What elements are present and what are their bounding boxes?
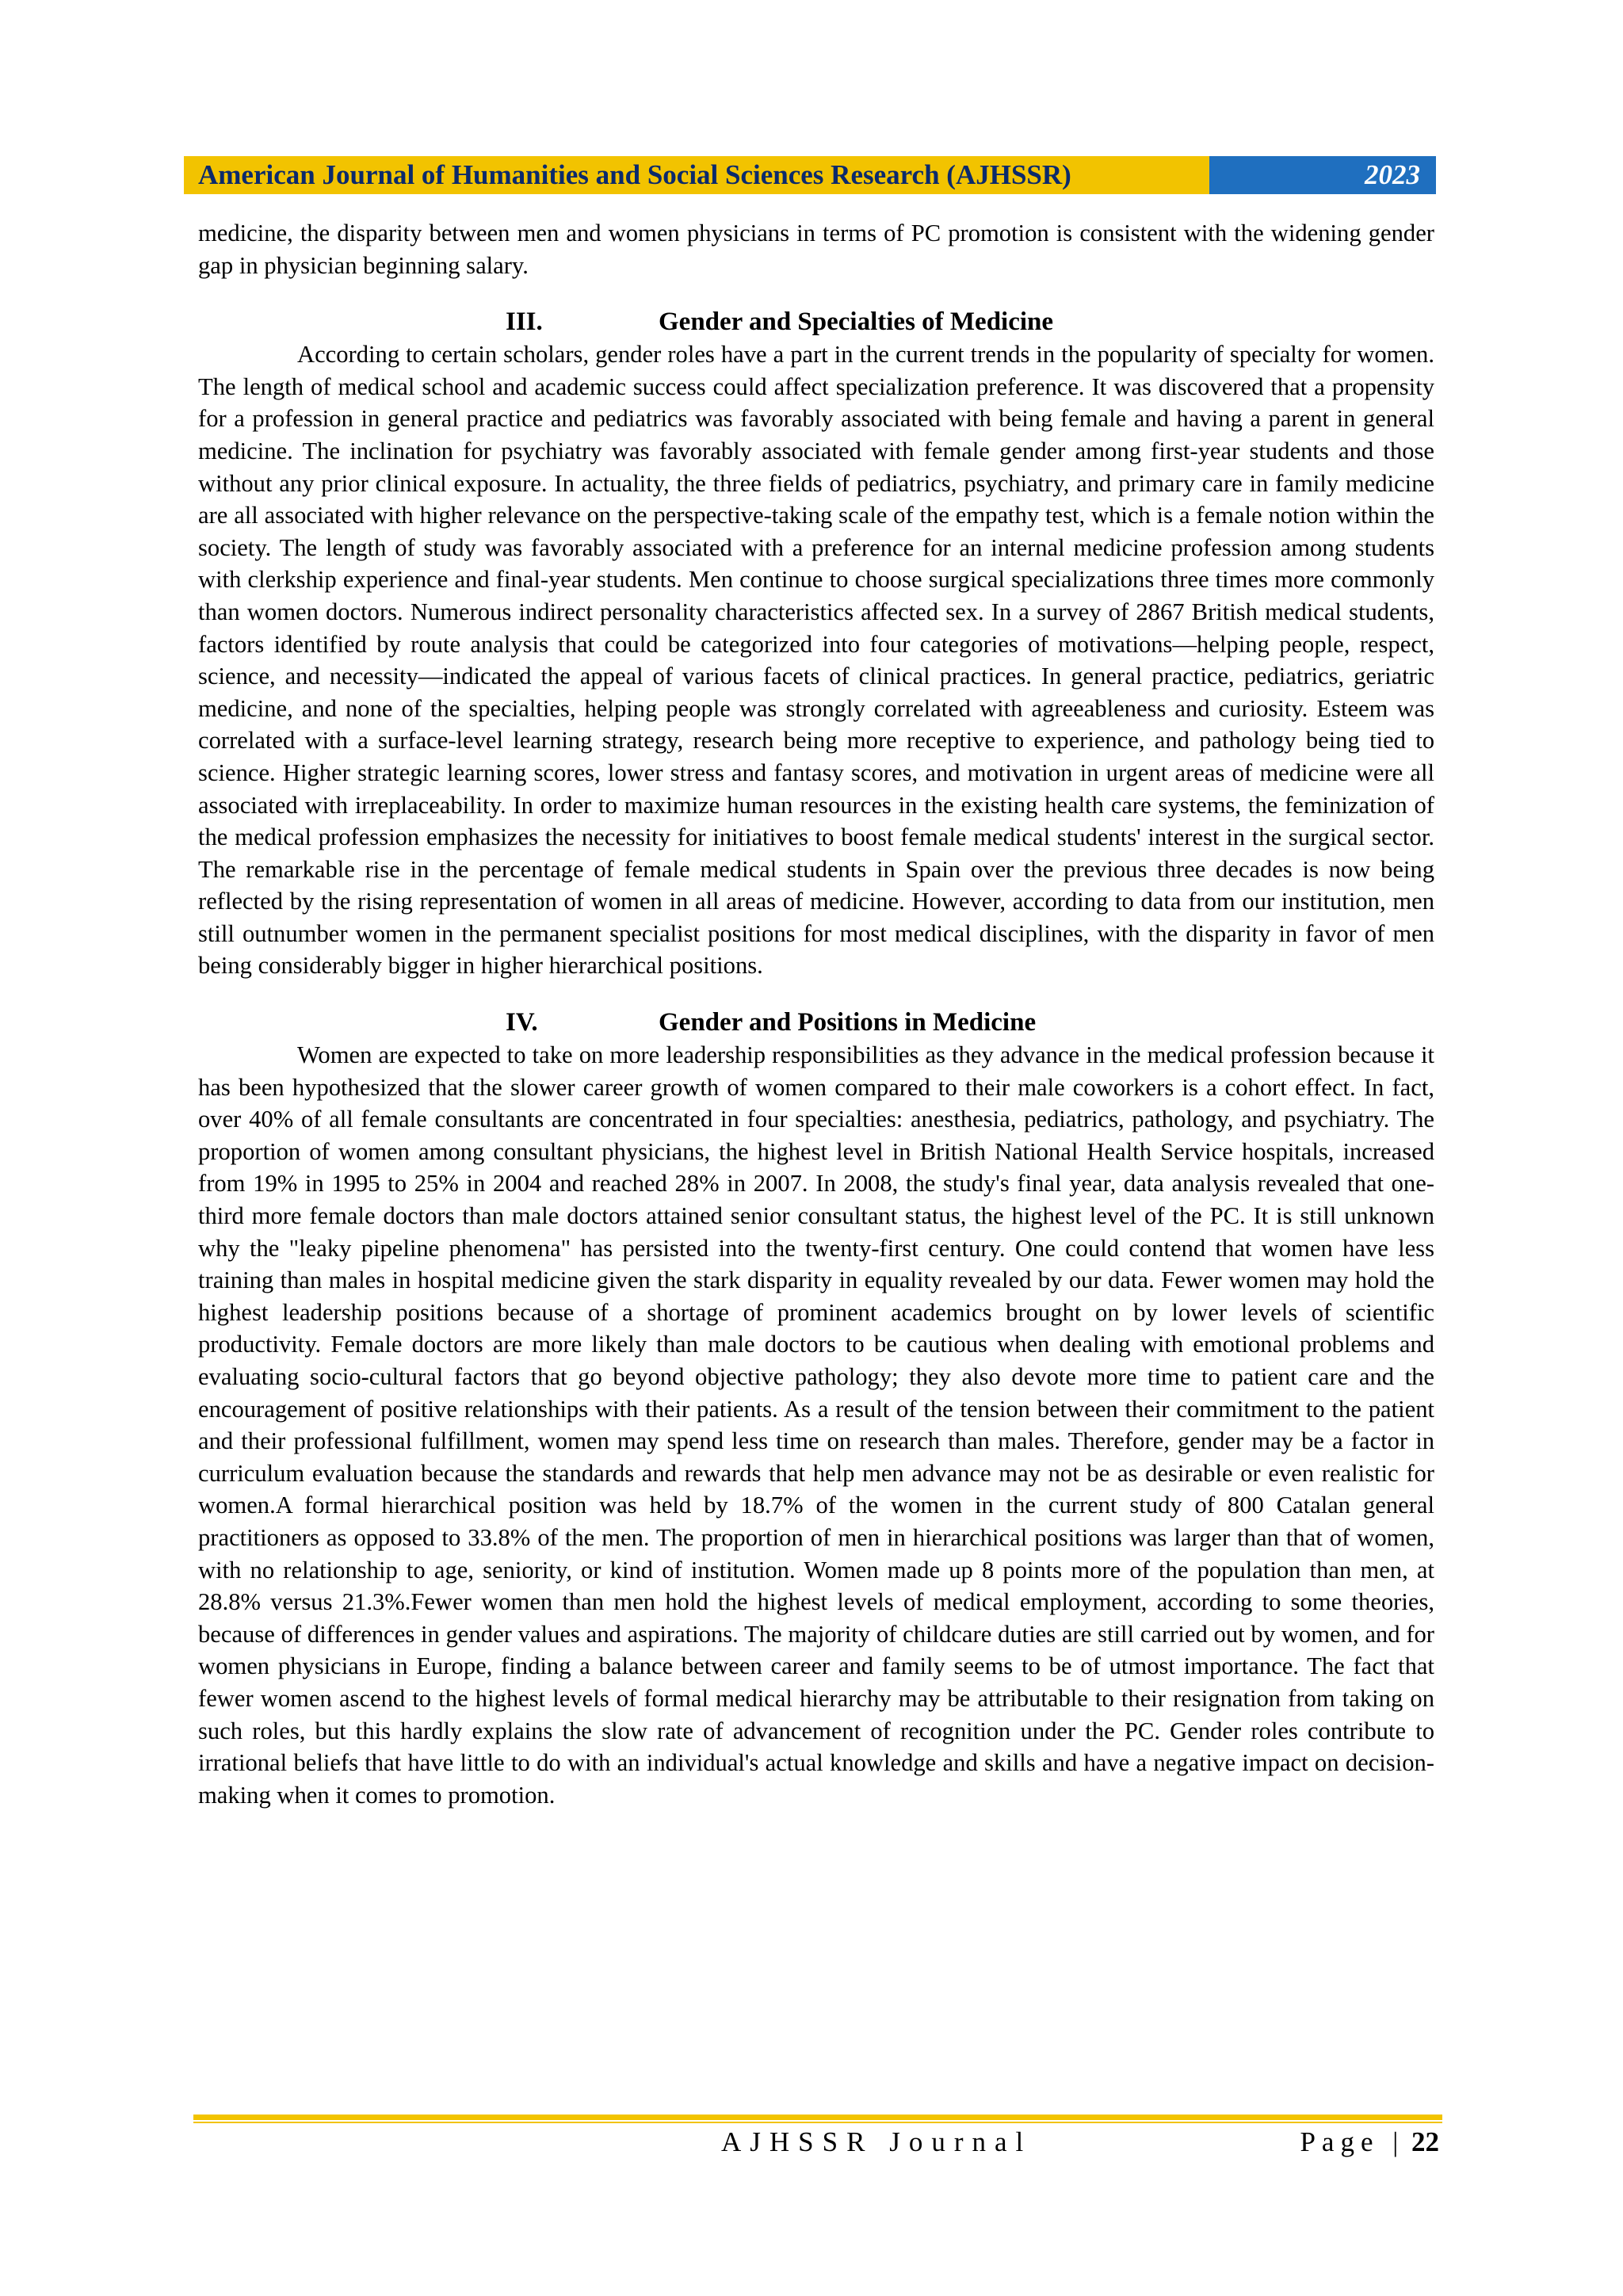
page-number: 22: [1411, 2126, 1439, 2157]
footer-page-indicator: [1300, 2126, 1439, 2158]
section-number: IV.: [506, 1008, 538, 1037]
journal-year: 2023: [1209, 156, 1436, 194]
section-heading-3: [198, 305, 1434, 338]
section-4-paragraph: Women are expected to take on more leadership responsibilities as they advance in the medical profession because it has been hypothesized that the slower career growth of women compared to their male coworkers is a cohort effect. In fact, over 40% of all female consultants are concentrated in four specialties: anesthesia, pediatrics, pathology, and psychiatry. The proportion of women among consultant physicians, the highest level in British National Health Service hospitals, increased from 19% in 1995 to 25% in 2004 and reached 28% in 2007. In 2008, the study's final year, data analysis revealed that one-third more female doctors than male doctors attained senior consultant status, the highest level of the PC. It is still unknown why the "leaky pipeline phenomena" has persisted into the twenty-first century. One could contend that women have less training than males in hospital medicine given the stark disparity in equality revealed by our data. Fewer women may hold the highest leadership positions because of a shortage of prominent academics brought on by lower levels of scientific productivity. Female doctors are more likely than male doctors to be cautious when dealing with emotional problems and evaluating socio-cultural factors that go beyond objective pathology; they also devote more time to patient care and the encouragement of positive relationships with their patients. As a result of the tension between their commitment to the patient and their professional fulfillment, women may spend less time on research than males. Therefore, gender may be a factor in curriculum evaluation because the standards and rewards that help men advance may not be as desirable or even realistic for women.A formal hierarchical position was held by 18.7% of the women in the current study of 800 Catalan general practitioners as opposed to 33.8% of the men. The proportion of men in hierarchical positions was larger than that of women, with no relationship to age, seniority, or kind of institution. Women made up 8 points more of the population than men, at 28.8% versus 21.3%.Fewer women than men hold the highest levels of medical employment, according to some theories, because of differences in gender values and aspirations. The majority of childcare duties are still carried out by women, and for women physicians in Europe, finding a balance between career and family seems to be of utmost importance. The fact that fewer women ascend to the highest levels of formal medical hierarchy may be attributable to their resignation from taking on such roles, but this hardly explains the slow rate of advancement of recognition under the PC. Gender roles contribute to irrational beliefs that have little to do with an individual's actual knowledge and skills and have a negative impact on decision-making when it comes to promotion.: [198, 1041, 1434, 1809]
intro-paragraph: medicine, the disparity between men and women physicians in terms of PC promotion is consistent with the widening gender gap in physician beginning salary.: [198, 220, 1434, 279]
section-3-paragraph: According to certain scholars, gender roles have a part in the current trends in the popularity of specialty for women. The length of medical school and academic success could affect specialization preference. It was discovered that a propensity for a profession in general practice and pediatrics was favorably associated with being female and having a parent in general medicine. The inclination for psychiatry was favorably associated with female gender among first-year students and those without any prior clinical exposure. In actuality, the three fields of pediatrics, psychiatry, and primary care in family medicine are all associated with higher relevance on the perspective-taking scale of the empathy test, which is a female notion within the society. The length of study was favorably associated with a preference for an internal medicine profession among students with clerkship experience and final-year students. Men continue to choose surgical specializations three times more commonly than women doctors. Numerous indirect personality characteristics affected sex. In a survey of 2867 British medical students, factors identified by route analysis that could be categorized into four categories of motivations—helping people, respect, science, and necessity—indicated the appeal of various facets of clinical practices. In general practice, pediatrics, geriatric medicine, and none of the specialties, helping people was strongly correlated with agreeableness and curiosity. Esteem was correlated with a surface-level learning strategy, research being more receptive to experience, and pathology being tied to science. Higher strategic learning scores, lower stress and fantasy scores, and motivation in urgent areas of medicine were all associated with irreplaceability. In order to maximize human resources in the existing health care systems, the feminization of the medical profession emphasizes the necessity for initiatives to boost female medical students' interest in the surgical sector. The remarkable rise in the percentage of female medical students in Spain over the previous three decades is now being reflected by the rising representation of women in all areas of medicine. However, according to data from our institution, men still outnumber women in the permanent specialist positions for most medical disciplines, with the disparity in favor of men being considerably bigger in higher hierarchical positions.: [198, 341, 1434, 980]
section-number: III.: [506, 308, 543, 337]
footer-divider: [193, 2115, 1442, 2120]
footer-journal-label: AJHSSR Journal: [721, 2126, 1033, 2157]
section-title: Gender and Specialties of Medicine: [659, 308, 1054, 337]
page-label: Page |: [1300, 2126, 1405, 2157]
section-heading-4: [198, 1006, 1434, 1039]
article-body: [198, 217, 1434, 1811]
journal-header: [184, 156, 1436, 194]
footer-divider-thin: [193, 2122, 1442, 2123]
section-title: Gender and Positions in Medicine: [659, 1008, 1037, 1037]
journal-title: American Journal of Humanities and Social Sciences Research (AJHSSR): [184, 156, 1209, 194]
